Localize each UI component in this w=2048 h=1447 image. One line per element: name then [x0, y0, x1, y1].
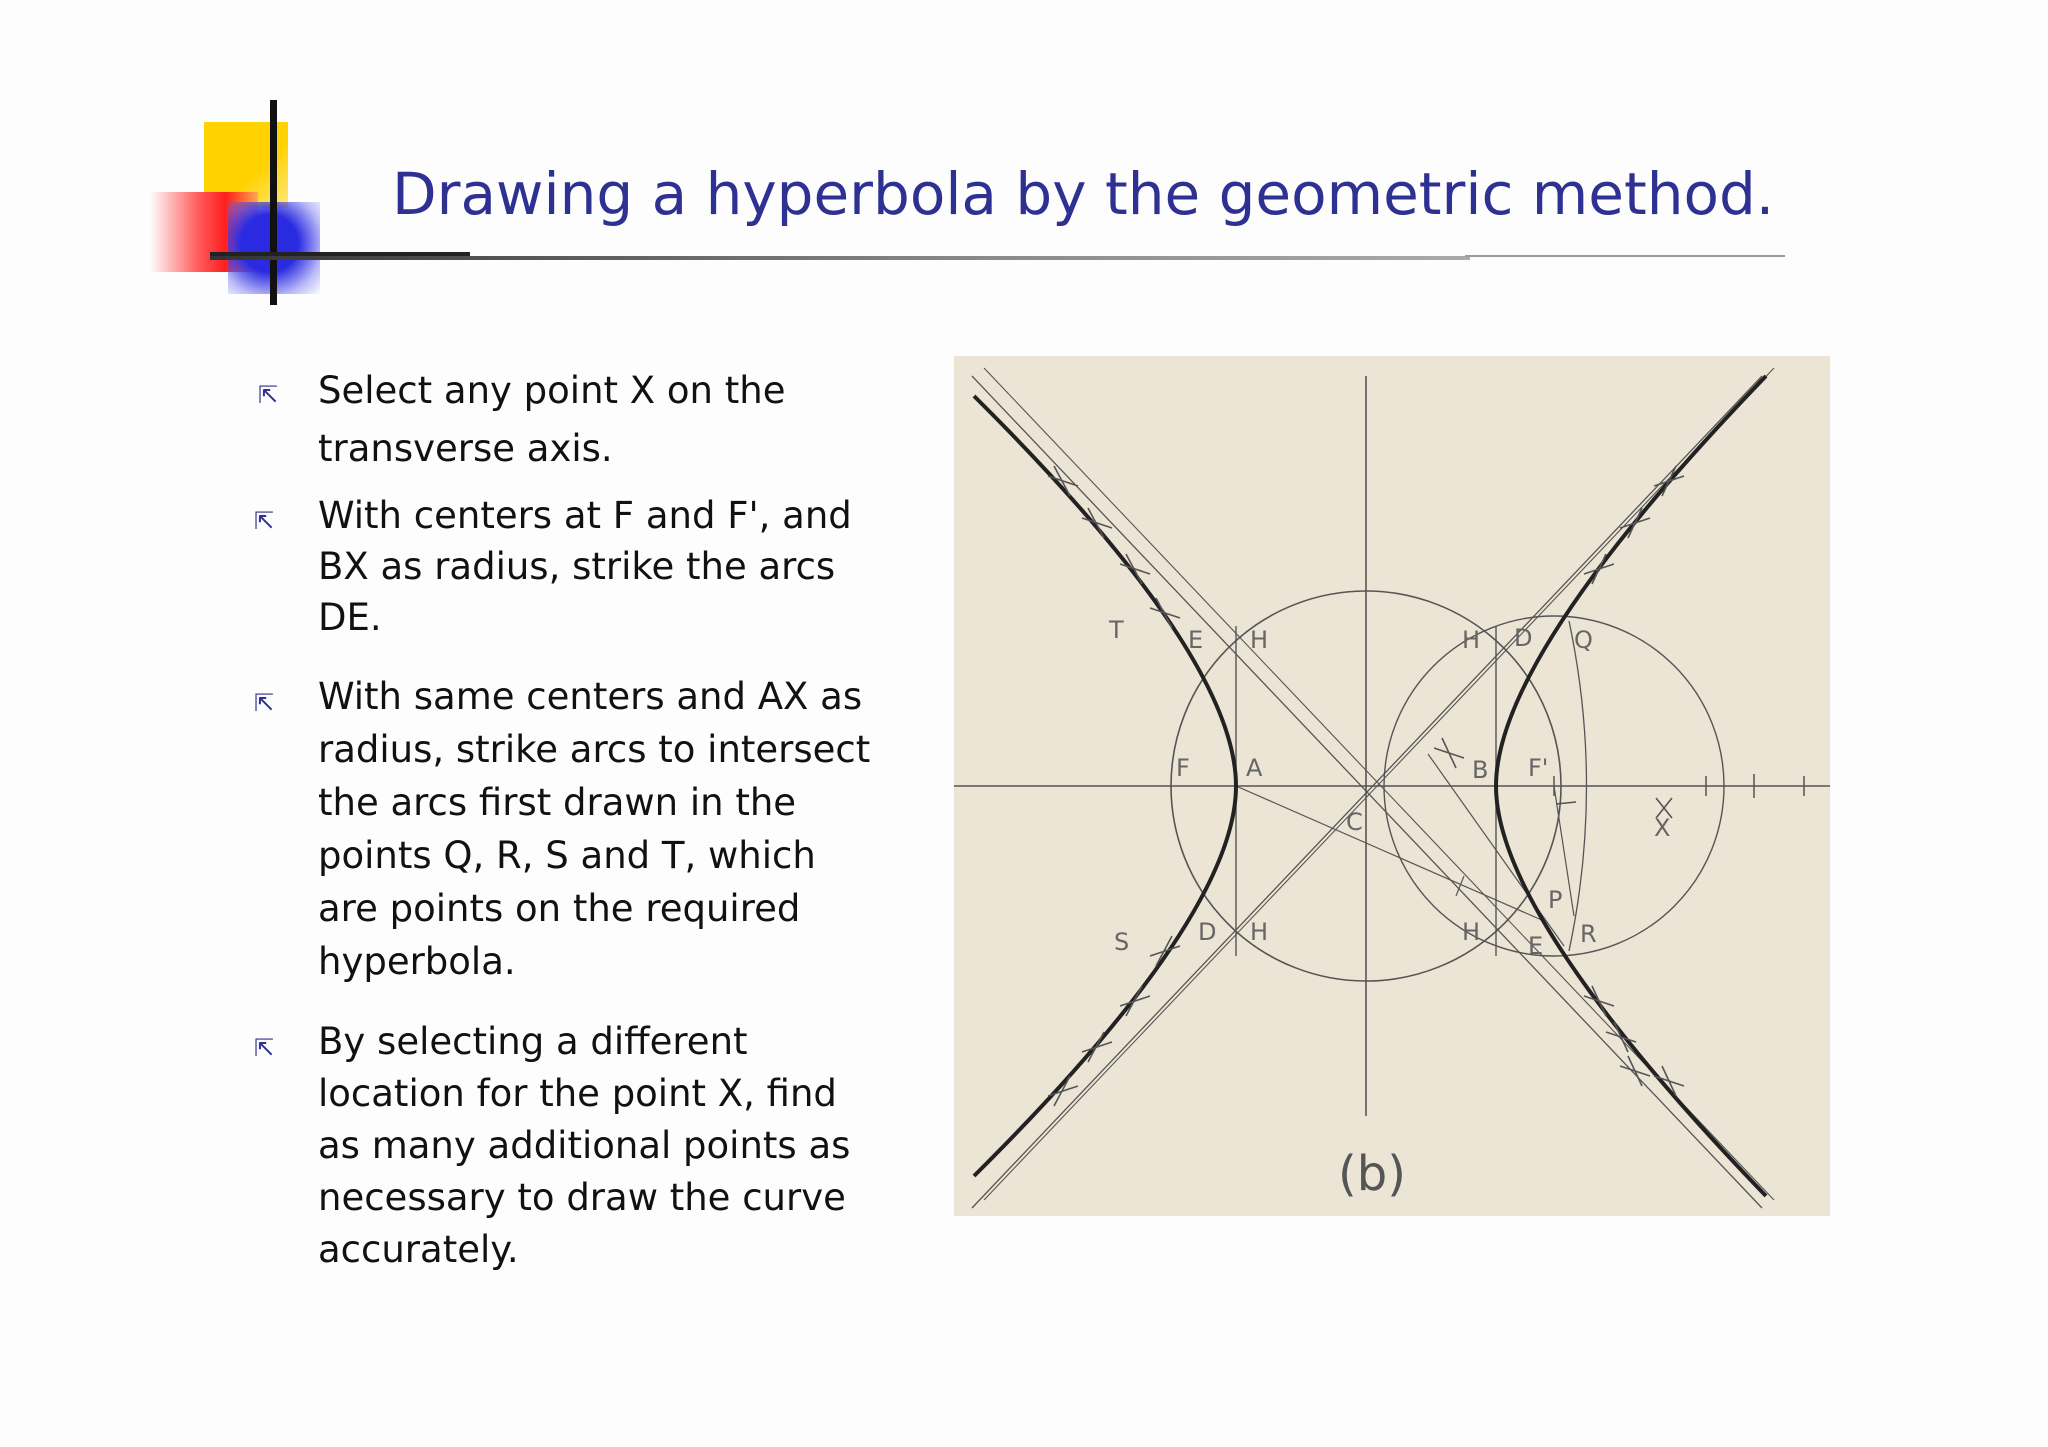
bullet-text-3: With same centers and AX as radius, strike arcs to intersect the arcs first drawn in the points Q, R, S and T, which are points on the required hyperbola. — [318, 675, 871, 983]
label-X: X — [1654, 814, 1671, 842]
label-H-top-left: H — [1250, 626, 1269, 654]
label-P: P — [1548, 886, 1563, 914]
title-underline — [210, 256, 1470, 260]
bullet-arrow-icon: ⇱ — [254, 507, 275, 535]
label-T: T — [1109, 616, 1124, 644]
figure-caption: (b) — [1338, 1146, 1406, 1202]
label-F-prime: F' — [1528, 754, 1549, 782]
logo-vertical-bar — [270, 100, 277, 305]
bullet-text-2: With centers at F and F', and BX as radius, strike the arcs DE. — [318, 494, 852, 639]
bullet-arrow-icon: ⇱ — [254, 1034, 275, 1062]
label-E-top: E — [1188, 626, 1204, 654]
bullet-arrow-icon: ⇱ — [258, 381, 279, 409]
label-S: S — [1114, 928, 1130, 956]
label-D-top: D — [1514, 624, 1533, 652]
label-C: C — [1346, 808, 1363, 836]
label-H-bottom-left: H — [1250, 918, 1269, 946]
slide-title: Drawing a hyperbola by the geometric method. — [392, 160, 1775, 228]
label-H-bottom-right: H — [1462, 918, 1481, 946]
bullet-text-1: Select any point X on the transverse axis. — [318, 369, 786, 470]
label-F: F — [1176, 754, 1190, 782]
label-B: B — [1472, 756, 1489, 784]
label-E-bottom: E — [1528, 932, 1544, 960]
bullet-text-4: By selecting a different location for the point X, find as many additional points as necessary to draw the curve accurately. — [318, 1020, 851, 1271]
label-R: R — [1580, 920, 1597, 948]
hyperbola-diagram — [954, 356, 1830, 1216]
label-D-bottom: D — [1198, 918, 1217, 946]
bullet-arrow-icon: ⇱ — [254, 689, 275, 717]
title-underline-extension — [1465, 255, 1785, 257]
label-H-top-right: H — [1462, 626, 1481, 654]
label-A: A — [1246, 754, 1263, 782]
label-Q: Q — [1574, 626, 1593, 654]
hyperbola-figure — [954, 356, 1830, 1216]
